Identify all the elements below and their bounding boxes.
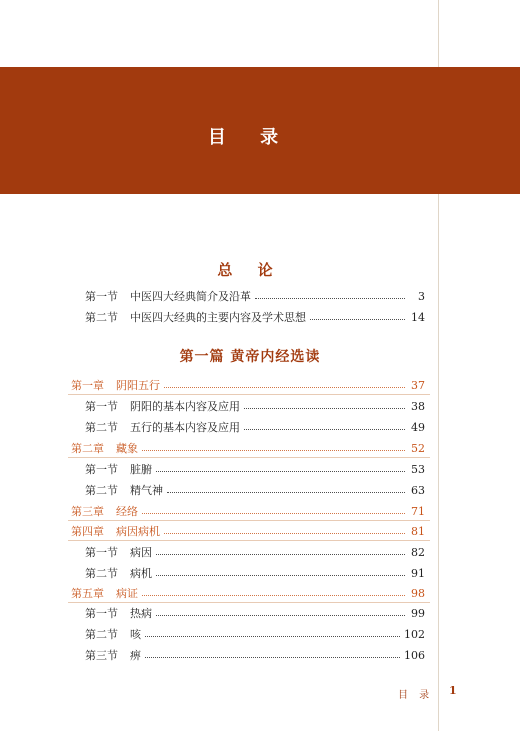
chapter-title: 病因病机 [116,525,160,538]
chapter-divider [68,602,430,603]
chapter-number: 第四章 [71,525,104,538]
entry-title: 脏腑 [130,463,152,476]
entry-page: 49 [411,420,425,434]
chapter-number: 第五章 [71,587,104,600]
chapter-number: 第一章 [71,379,104,392]
leader-dots [244,428,405,430]
chapter-page: 71 [411,504,425,518]
entry-number: 第三节 [85,649,118,662]
entry-title: 中医四大经典的主要内容及学术思想 [130,311,306,324]
chapter-title: 经络 [116,505,138,518]
leader-dots [142,512,405,514]
entry-page: 63 [411,483,425,497]
toc-chapter[interactable] [71,503,425,519]
chapter-divider [68,394,430,395]
entry-number: 第二节 [85,311,118,324]
section-heading-part1: 第一篇 黄帝内经选读 [179,349,321,365]
chapter-page: 52 [411,441,425,455]
entry-number: 第一节 [85,400,118,413]
chapter-page: 98 [411,586,425,600]
chapter-divider [68,520,430,521]
page-number: 1 [449,684,457,697]
section-heading-overview: 总 论 [217,261,283,279]
entry-title: 精气神 [130,484,163,497]
toc-chapter[interactable] [71,523,425,539]
leader-dots [310,318,405,320]
leader-dots [164,386,405,388]
leader-dots [156,553,405,555]
entry-page: 102 [404,627,425,641]
toc-entry[interactable] [85,605,425,621]
entry-title: 病因 [130,546,152,559]
toc-entry[interactable] [85,309,425,325]
entry-number: 第一节 [85,463,118,476]
chapter-page: 37 [411,378,425,392]
toc-entry[interactable] [85,419,425,435]
entry-title: 阴阳的基本内容及应用 [130,400,240,413]
entry-title: 咳 [130,628,141,641]
entry-page: 106 [404,648,425,662]
leader-dots [167,491,405,493]
toc-entry[interactable] [85,565,425,581]
toc-entry[interactable] [85,626,425,642]
title-banner [0,67,520,194]
chapter-number: 第三章 [71,505,104,518]
leader-dots [156,614,405,616]
leader-dots [255,297,405,299]
entry-page: 38 [411,399,425,413]
chapter-title: 阴阳五行 [116,379,160,392]
entry-number: 第一节 [85,546,118,559]
entry-number: 第二节 [85,567,118,580]
entry-page: 14 [411,310,425,324]
entry-page: 3 [418,289,425,303]
chapter-page: 81 [411,524,425,538]
toc-entry[interactable] [85,398,425,414]
leader-dots [145,635,400,637]
entry-page: 82 [411,545,425,559]
entry-number: 第二节 [85,421,118,434]
entry-title: 痹 [130,649,141,662]
toc-entry[interactable] [85,288,425,304]
entry-title: 病机 [130,567,152,580]
chapter-title: 病证 [116,587,138,600]
chapter-divider [68,540,430,541]
entry-page: 91 [411,566,425,580]
entry-page: 99 [411,606,425,620]
entry-number: 第二节 [85,628,118,641]
entry-title: 五行的基本内容及应用 [130,421,240,434]
toc-chapter[interactable] [71,440,425,456]
entry-number: 第二节 [85,484,118,497]
leader-dots [164,532,405,534]
chapter-title: 藏象 [116,442,138,455]
leader-dots [142,594,405,596]
leader-dots [156,470,405,472]
entry-number: 第一节 [85,607,118,620]
toc-entry[interactable] [85,482,425,498]
page-title: 目 录 [207,127,293,148]
chapter-number: 第二章 [71,442,104,455]
running-footer-label: 目 录 [398,690,434,701]
leader-dots [145,656,400,658]
entry-page: 53 [411,462,425,476]
leader-dots [244,407,405,409]
entry-title: 热病 [130,607,152,620]
toc-entry[interactable] [85,544,425,560]
entry-number: 第一节 [85,290,118,303]
entry-title: 中医四大经典简介及沿革 [130,290,251,303]
toc-entry[interactable] [85,647,425,663]
chapter-divider [68,457,430,458]
toc-chapter[interactable] [71,585,425,601]
toc-entry[interactable] [85,461,425,477]
leader-dots [156,574,405,576]
leader-dots [142,449,405,451]
toc-chapter[interactable] [71,377,425,393]
